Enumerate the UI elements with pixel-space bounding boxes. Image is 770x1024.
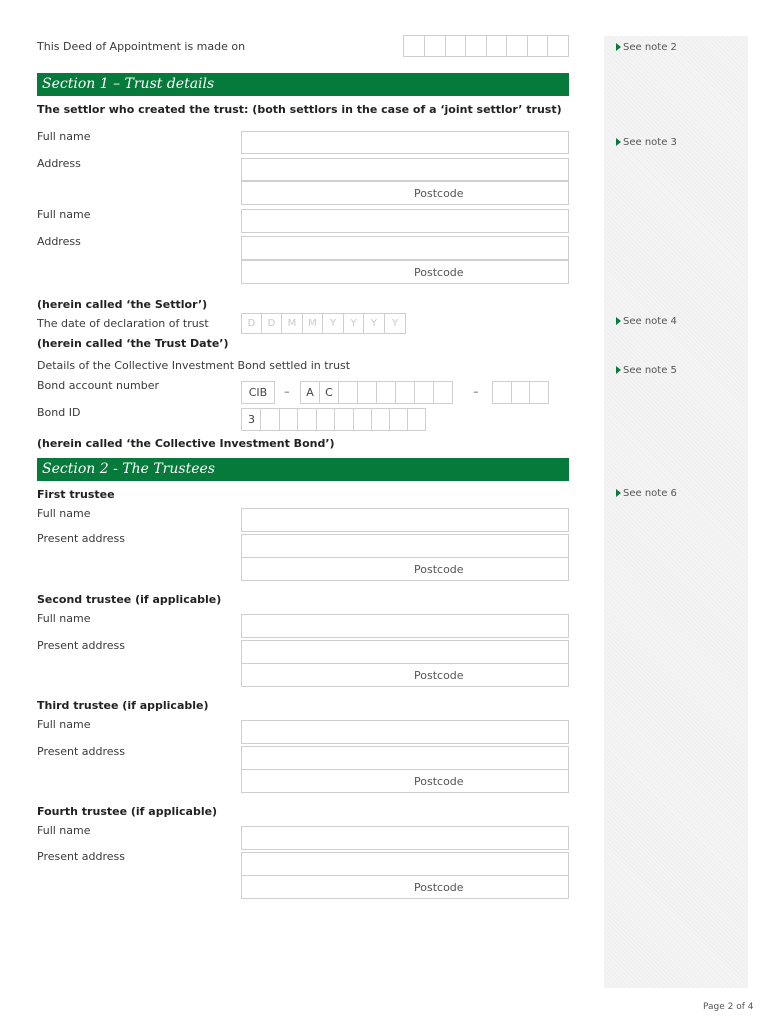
deed-date-field[interactable] [403, 35, 569, 57]
settlor-2-full-name-label: Full name [37, 208, 91, 221]
trustee-4-full-name-label: Full name [37, 824, 91, 837]
trustee-3-full-name-input[interactable] [241, 720, 569, 744]
trustee-2-address-line-2[interactable] [241, 663, 569, 687]
date-cell-year-1[interactable]: Y [322, 313, 344, 334]
trustee-2-heading: Second trustee (if applicable) [37, 593, 222, 606]
declaration-date-label: The date of declaration of trust [37, 317, 209, 330]
triangle-right-icon [616, 317, 621, 325]
trustee-3-address-line-1[interactable] [241, 746, 569, 770]
date-cell-year-3[interactable]: Y [363, 313, 385, 334]
bond-id-cell[interactable] [407, 408, 426, 431]
trustee-4-postcode-label: Postcode [414, 881, 464, 894]
herein-trust-date-text: (herein called ‘the Trust Date’) [37, 337, 229, 350]
cell-divider [527, 36, 528, 56]
bond-number-cell[interactable] [395, 381, 415, 404]
bond-id-cell[interactable] [260, 408, 280, 431]
trustee-3-address-line-2[interactable] [241, 769, 569, 793]
trustee-1-heading: First trustee [37, 488, 115, 501]
triangle-right-icon [616, 366, 621, 374]
settlor-1-address-line-1[interactable] [241, 158, 569, 181]
trustee-2-postcode-label: Postcode [414, 669, 464, 682]
cell-divider [486, 36, 487, 56]
bond-id-cell[interactable] [316, 408, 335, 431]
trustee-4-full-name-input[interactable] [241, 826, 569, 850]
bond-details-label: Details of the Collective Investment Bond settled in trust [37, 359, 351, 372]
see-note-4[interactable]: See note 4 [616, 316, 677, 327]
trustee-1-postcode-label: Postcode [414, 563, 464, 576]
trustee-2-full-name-label: Full name [37, 612, 91, 625]
triangle-right-icon [616, 489, 621, 497]
settlor-1-full-name-label: Full name [37, 130, 91, 143]
bond-dash-1: – [284, 385, 290, 398]
section-1-header: Section 1 – Trust details [37, 73, 569, 96]
trustee-4-address-label: Present address [37, 850, 125, 863]
bond-letter-cell-2[interactable]: C [319, 381, 339, 404]
bond-id-cell[interactable] [371, 408, 390, 431]
section-2-header: Section 2 - The Trustees [37, 458, 569, 481]
bond-number-cell[interactable] [414, 381, 434, 404]
bond-suffix-cell[interactable] [492, 381, 512, 404]
trustee-1-address-line-1[interactable] [241, 534, 569, 558]
trustee-1-address-label: Present address [37, 532, 125, 545]
date-cell-year-2[interactable]: Y [343, 313, 364, 334]
bond-id-cell[interactable] [334, 408, 354, 431]
cell-divider [445, 36, 446, 56]
bond-account-label: Bond account number [37, 379, 159, 392]
bond-prefix-cell: CIB [241, 381, 275, 404]
bond-id-cell[interactable] [297, 408, 317, 431]
cell-divider [547, 36, 548, 56]
see-note-5[interactable]: See note 5 [616, 365, 677, 376]
trustee-2-address-line-1[interactable] [241, 640, 569, 664]
date-cell-day-1[interactable]: D [241, 313, 262, 334]
settlor-2-address-line-2[interactable] [241, 260, 569, 284]
see-note-6[interactable]: See note 6 [616, 488, 677, 499]
trustee-1-full-name-input[interactable] [241, 508, 569, 532]
date-cell-month-1[interactable]: M [281, 313, 303, 334]
date-cell-day-2[interactable]: D [261, 313, 282, 334]
settlor-2-address-label: Address [37, 235, 81, 248]
cell-divider [506, 36, 507, 56]
trustee-1-full-name-label: Full name [37, 507, 91, 520]
trustee-3-postcode-label: Postcode [414, 775, 464, 788]
trustee-3-address-label: Present address [37, 745, 125, 758]
trustee-4-address-line-1[interactable] [241, 852, 569, 876]
cell-divider [424, 36, 425, 56]
bond-number-cell[interactable] [433, 381, 453, 404]
settlor-1-address-line-2[interactable] [241, 181, 569, 205]
settlor-2-postcode-label: Postcode [414, 266, 464, 279]
bond-id-cell[interactable] [279, 408, 298, 431]
trustee-2-address-label: Present address [37, 639, 125, 652]
trustee-2-full-name-input[interactable] [241, 614, 569, 638]
settlor-1-address-label: Address [37, 157, 81, 170]
page-number: Page 2 of 4 [703, 1002, 754, 1012]
bond-suffix-cell[interactable] [511, 381, 530, 404]
see-note-3[interactable]: See note 3 [616, 137, 677, 148]
settlor-1-full-name-input[interactable] [241, 131, 569, 154]
bond-number-cell[interactable] [357, 381, 377, 404]
notes-sidebar [604, 36, 748, 988]
bond-id-cell[interactable] [389, 408, 408, 431]
trustee-4-heading: Fourth trustee (if applicable) [37, 805, 218, 818]
bond-number-cell[interactable] [338, 381, 358, 404]
settlor-heading: The settlor who created the trust: (both settlors in the case of a ‘joint settlor’ trust) [37, 103, 562, 116]
cell-divider [465, 36, 466, 56]
bond-letter-cell-1[interactable]: A [300, 381, 320, 404]
trustee-4-address-line-2[interactable] [241, 875, 569, 899]
deed-date-label: This Deed of Appointment is made on [37, 40, 246, 53]
trustee-3-heading: Third trustee (if applicable) [37, 699, 209, 712]
see-note-2[interactable]: See note 2 [616, 42, 677, 53]
bond-dash-2: – [473, 385, 479, 398]
bond-id-cell-1[interactable]: 3 [241, 408, 261, 431]
date-cell-year-4[interactable]: Y [384, 313, 406, 334]
trustee-1-address-line-2[interactable] [241, 557, 569, 581]
settlor-1-postcode-label: Postcode [414, 187, 464, 200]
trustee-3-full-name-label: Full name [37, 718, 91, 731]
bond-id-cell[interactable] [353, 408, 372, 431]
settlor-2-full-name-input[interactable] [241, 209, 569, 233]
settlor-2-address-line-1[interactable] [241, 236, 569, 260]
herein-settlor-text: (herein called ‘the Settlor’) [37, 298, 208, 311]
date-cell-month-2[interactable]: M [302, 313, 323, 334]
triangle-right-icon [616, 138, 621, 146]
bond-suffix-cell[interactable] [529, 381, 549, 404]
bond-id-label: Bond ID [37, 406, 81, 419]
bond-number-cell[interactable] [376, 381, 396, 404]
triangle-right-icon [616, 43, 621, 51]
herein-bond-text: (herein called ‘the Collective Investment Bond’) [37, 437, 335, 450]
